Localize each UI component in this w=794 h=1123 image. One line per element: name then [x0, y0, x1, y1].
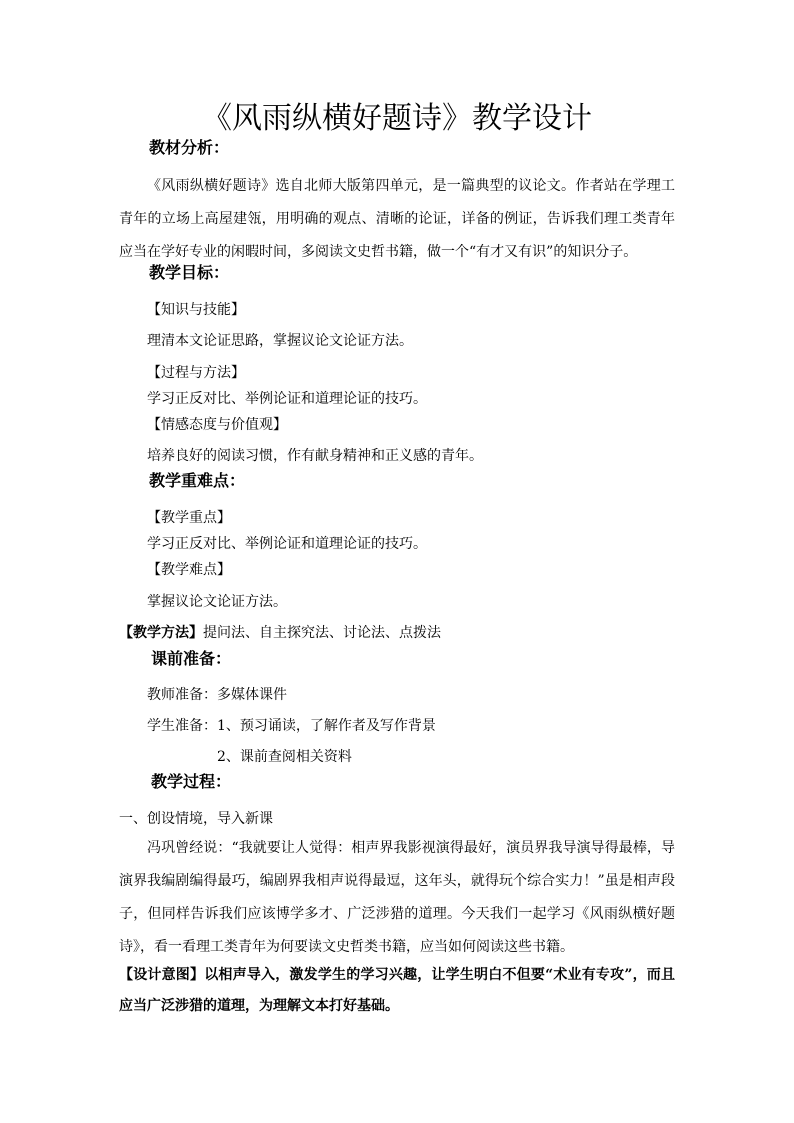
focus-text: 学习正反对比、举例论证和道理论证的技巧。	[147, 536, 427, 552]
teacher-prep: 教师准备：多媒体课件	[147, 687, 287, 703]
design-intent	[119, 960, 675, 1022]
knowledge-label: 【知识与技能】	[147, 302, 245, 318]
analysis-paragraph: 《风雨纵横好题诗》选自北师大版第四单元，是一篇典型的议论文。作者站在学理工青年的立场上高屋建瓴，用明确的观点、清晰的论证，详备的例证，告诉我们理工类青年应当在学好专业的闲暇时间，多阅读文史哲书籍，做一个“有才又有识”的知识分子。	[119, 178, 675, 260]
key-points-heading: 教学重难点：	[149, 471, 246, 490]
knowledge-text: 理清本文论证思路，掌握议论文论证方法。	[147, 333, 413, 349]
difficult-text: 掌握议论文论证方法。	[147, 594, 287, 610]
design-intent-label: 【设计意图】	[119, 967, 205, 983]
methods-row	[119, 624, 441, 642]
intro-paragraph: 冯巩曾经说：“我就要让人觉得：相声界我影视演得最好，演员界我导演导得最棒，导演界我编剧编得最巧，编剧界我相声说得最逗，这年头，就得玩个综合实力！”虽是相声段子，但同样告诉我们应该博学多才、广泛涉猎的道理。今天我们一起学习《风雨纵横好题诗》，看一看理工类青年为何要读文史哲类书籍，应当如何阅读这些书籍。	[119, 840, 675, 955]
goals-heading: 教学目标：	[149, 263, 230, 282]
analysis-heading: 教材分析：	[149, 138, 230, 157]
process-method-label: 【过程与方法】	[147, 365, 245, 381]
design-intent-text: 以相声导入，激发学生的学习兴趣，让学生明白不但要“术业有专攻”，而且应当广泛涉猎的道理，为理解文本打好基础。	[119, 967, 675, 1014]
emotion-text: 培养良好的阅读习惯，作有献身精神和正义感的青年。	[147, 448, 483, 464]
difficult-label: 【教学难点】	[147, 562, 231, 578]
process-heading: 教学过程：	[151, 772, 232, 791]
methods-label: 【教学方法】	[119, 625, 203, 641]
prep-heading: 课前准备：	[151, 649, 232, 668]
student-prep-2: 2、课前查阅相关资料	[217, 749, 352, 765]
step-1-title: 一、创设情境，导入新课	[119, 811, 273, 827]
page-title: 《风雨纵横好题诗》教学设计	[202, 101, 592, 136]
student-prep-1: 学生准备：1、预习诵读，了解作者及写作背景	[147, 718, 436, 734]
focus-label: 【教学重点】	[147, 510, 231, 526]
methods-text: 提问法、自主探究法、讨论法、点拨法	[203, 625, 441, 641]
process-method-text: 学习正反对比、举例论证和道理论证的技巧。	[147, 391, 427, 407]
emotion-label: 【情感态度与价值观】	[147, 417, 287, 433]
